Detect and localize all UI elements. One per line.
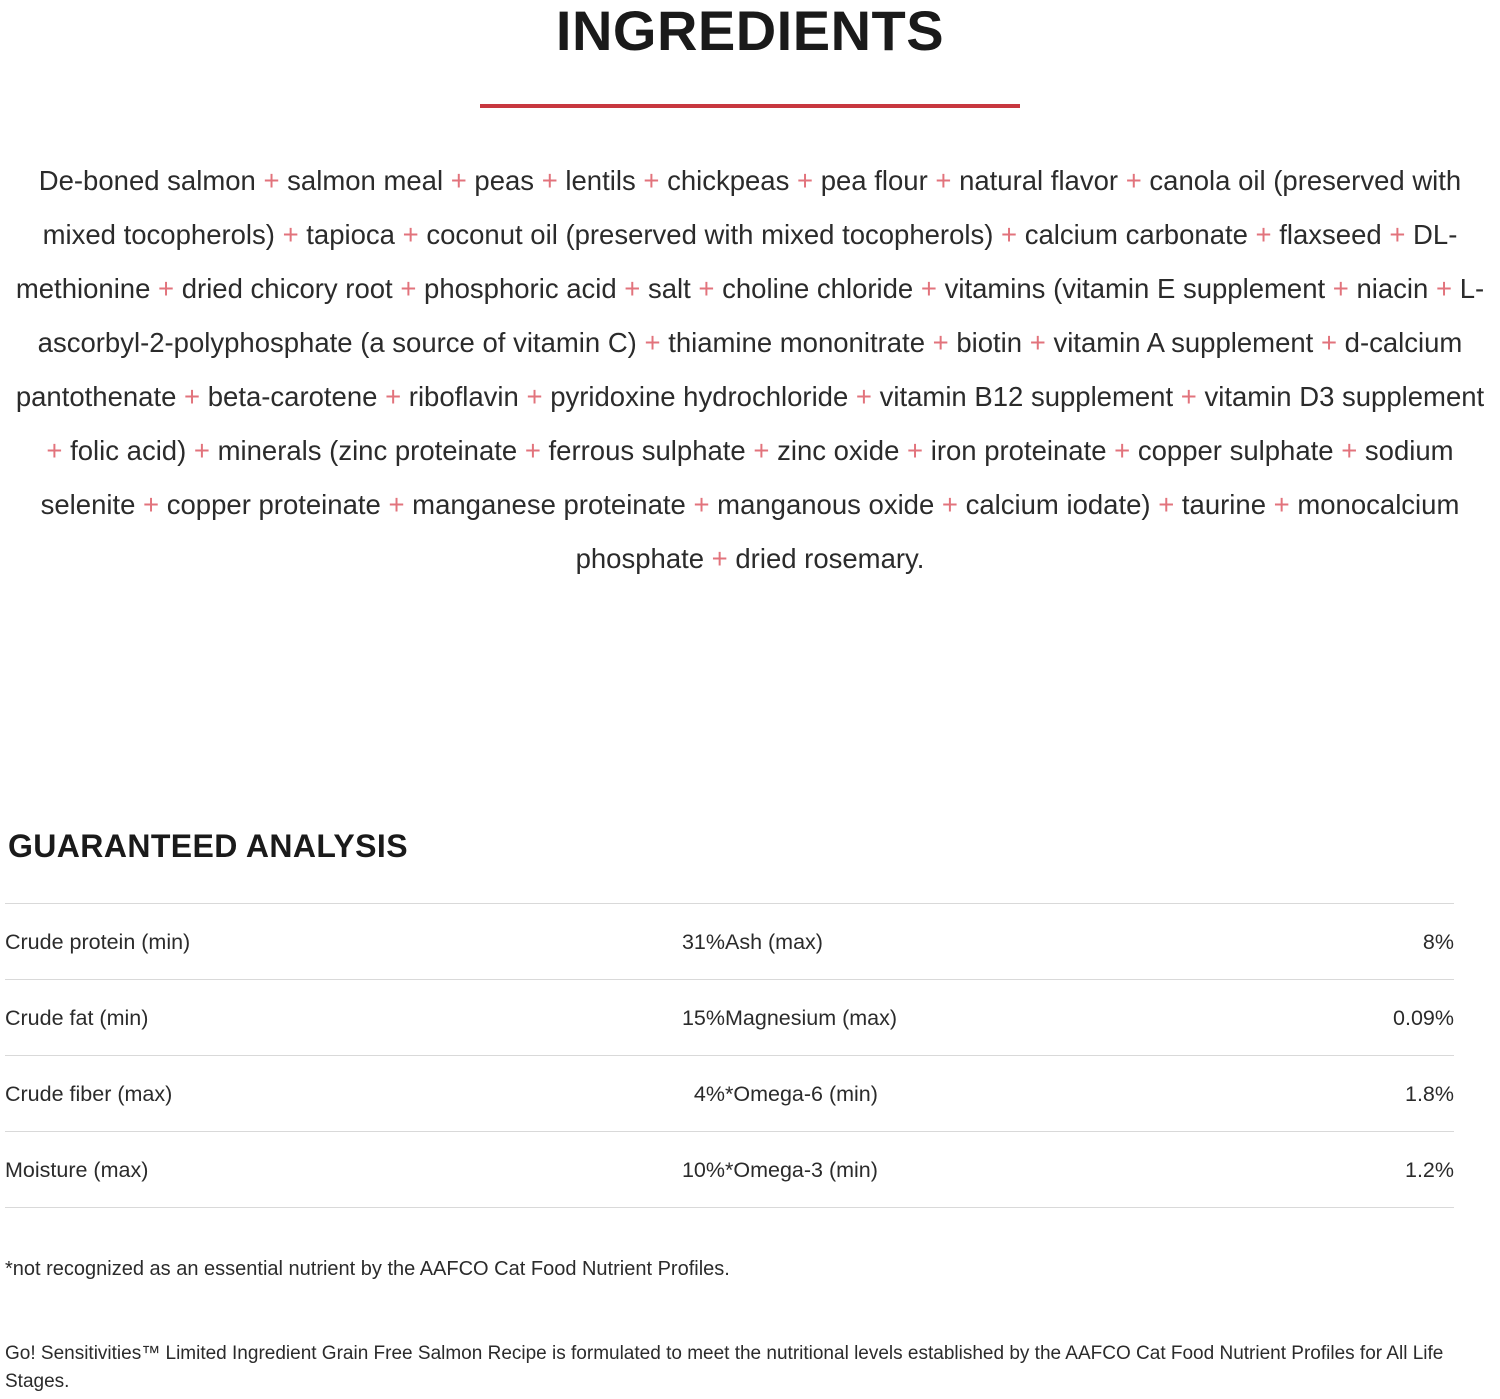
nutrient-label-left: Moisture (max) [5, 1158, 149, 1182]
ingredient-item: manganese proteinate [412, 488, 686, 520]
ingredient-separator: + [1266, 488, 1298, 520]
ingredient-separator: + [135, 488, 167, 520]
guaranteed-analysis-table-body [5, 904, 1454, 1208]
ingredient-item: calcium carbonate [1024, 218, 1248, 250]
ingredient-item: d-calcium pantothenate [15, 326, 1463, 412]
ingredient-separator: + [1022, 326, 1054, 358]
ingredient-separator: + [46, 434, 71, 466]
ingredient-separator: + [394, 218, 427, 250]
ingredient-item: iron proteinate [930, 434, 1107, 466]
guaranteed-analysis-section [0, 828, 1500, 1281]
nutrient-label-right: *Omega-3 (min) [725, 1158, 878, 1182]
table-row [5, 1056, 1454, 1132]
ingredient-separator: + [993, 218, 1025, 250]
ingredient-separator: + [789, 164, 821, 196]
ingredient-item: copper sulphate [1137, 434, 1334, 466]
nutrient-value-right: 1.8% [1404, 1082, 1454, 1106]
nutrient-label-right: Ash (max) [725, 930, 823, 954]
nutrient-label-left: Crude protein (min) [5, 930, 191, 954]
ingredient-item: vitamins (vitamin E supplement [944, 272, 1326, 304]
ingredient-separator: + [392, 272, 425, 304]
analysis-footnote: *not recognized as an essential nutrient by the AAFCO Cat Food Nutrient Profiles. [5, 1258, 730, 1280]
ingredient-item: salmon meal [287, 164, 444, 196]
ingredient-separator: + [934, 488, 966, 520]
ingredient-item: thiamine mononitrate [668, 326, 925, 358]
ingredient-item: biotin [956, 326, 1023, 358]
ingredient-separator: + [1381, 218, 1414, 250]
ingredient-item: folic acid) [70, 434, 187, 466]
ingredient-item: phosphoric acid [424, 272, 617, 304]
ingredient-separator: + [1247, 218, 1280, 250]
ingredient-separator: + [1428, 272, 1460, 304]
ingredient-item: pyridoxine hydrochloride [550, 380, 849, 412]
ingredient-item: vitamin A supplement [1053, 326, 1314, 358]
ingredient-item: dried rosemary. [735, 542, 925, 574]
nutrient-value-right: 0.09% [1393, 1006, 1454, 1030]
ingredient-separator: + [150, 272, 182, 304]
ingredient-separator: + [377, 380, 409, 412]
ingredient-item: canola oil (preserved with mixed tocopherols) [42, 164, 1462, 250]
ingredient-item: monocalcium phosphate [575, 488, 1460, 574]
table-row [5, 1132, 1454, 1208]
ingredient-separator: + [1173, 380, 1205, 412]
ingredient-separator: + [925, 326, 957, 358]
ingredient-separator: + [685, 488, 718, 520]
ingredient-item: De-boned salmon [38, 164, 256, 196]
ingredients-list [0, 154, 1500, 586]
ingredient-item: natural flavor [959, 164, 1119, 196]
ingredient-item: flaxseed [1279, 218, 1382, 250]
aafco-statement: Go! Sensitivities™ Limited Ingredient Grain Free Salmon Recipe is formulated to meet the nutritional levels established by the AAFCO Cat Food Nutrient Profiles for All Life Stages. [5, 1343, 1444, 1392]
title-divider [480, 104, 1020, 108]
ingredient-item: ferrous sulphate [548, 434, 746, 466]
ingredient-separator: + [1313, 326, 1345, 358]
ingredient-item: sodium selenite [40, 434, 1454, 520]
ingredient-separator: + [380, 488, 413, 520]
ingredient-separator: + [704, 542, 736, 574]
ingredient-separator: + [616, 272, 648, 304]
ingredient-separator: + [1150, 488, 1182, 520]
nutrient-value-right: 1.2% [1404, 1158, 1454, 1182]
ingredient-separator: + [1325, 272, 1357, 304]
ingredient-item: salt [648, 272, 691, 304]
ingredient-item: dried chicory root [181, 272, 393, 304]
nutrient-value-left: 10% [681, 1158, 725, 1182]
ingredient-item: taurine [1181, 488, 1267, 520]
ingredient-separator: + [517, 434, 549, 466]
nutrient-value-right: 8% [1422, 930, 1454, 954]
ingredient-separator: + [186, 434, 218, 466]
ingredient-item: niacin [1356, 272, 1429, 304]
nutrient-value-left: 15% [681, 1006, 725, 1030]
nutrient-label-left: Crude fat (min) [5, 1006, 149, 1030]
ingredient-item: minerals (zinc proteinate [217, 434, 518, 466]
ingredient-item: DL-methionine [15, 218, 1458, 304]
ingredient-item: beta-carotene [207, 380, 378, 412]
ingredient-separator: + [899, 434, 931, 466]
ingredient-item: zinc oxide [777, 434, 900, 466]
ingredient-separator: + [913, 272, 945, 304]
ingredient-separator: + [518, 380, 551, 412]
ingredient-item: coconut oil (preserved with mixed tocopherols) [426, 218, 994, 250]
guaranteed-analysis-table [5, 903, 1454, 1208]
ingredient-separator: + [690, 272, 723, 304]
ingredient-item: peas [474, 164, 535, 196]
ingredient-separator: + [534, 164, 566, 196]
nutrient-label-right: Magnesium (max) [725, 1006, 898, 1030]
ingredient-separator: + [635, 164, 668, 196]
table-row [5, 980, 1454, 1056]
ingredient-separator: + [255, 164, 288, 196]
ingredient-separator: + [636, 326, 669, 358]
ingredient-separator: + [176, 380, 208, 412]
ingredient-separator: + [927, 164, 960, 196]
ingredient-item: lentils [565, 164, 636, 196]
ingredient-separator: + [1333, 434, 1365, 466]
table-row [5, 904, 1454, 980]
ingredient-separator: + [1118, 164, 1150, 196]
ingredient-item: riboflavin [408, 380, 519, 412]
ingredient-separator: + [274, 218, 307, 250]
ingredient-item: chickpeas [667, 164, 790, 196]
ingredient-item: choline chloride [722, 272, 914, 304]
ingredients-header [0, 0, 1500, 108]
ingredient-separator: + [443, 164, 475, 196]
ingredient-item: pea flour [820, 164, 928, 196]
ingredient-separator: + [848, 380, 880, 412]
nutrient-label-right: *Omega-6 (min) [725, 1082, 878, 1106]
ingredient-item: vitamin D3 supplement [1204, 380, 1485, 412]
guaranteed-analysis-title: GUARANTEED ANALYSIS [8, 828, 408, 864]
ingredient-item: vitamin B12 supplement [879, 380, 1174, 412]
nutrient-label-left: Crude fiber (max) [5, 1082, 173, 1106]
ingredient-separator: + [745, 434, 778, 466]
nutrient-value-left: 4% [693, 1082, 725, 1106]
ingredient-separator: + [1106, 434, 1138, 466]
ingredient-item: copper proteinate [166, 488, 381, 520]
ingredient-item: manganous oxide [717, 488, 935, 520]
ingredient-item: calcium iodate) [965, 488, 1151, 520]
ingredient-item: tapioca [306, 218, 395, 250]
nutrient-value-left: 31% [681, 930, 725, 954]
ingredient-item: L-ascorbyl-2-polyphosphate (a source of vitamin C) [37, 272, 1485, 358]
page-title: INGREDIENTS [555, 0, 945, 62]
